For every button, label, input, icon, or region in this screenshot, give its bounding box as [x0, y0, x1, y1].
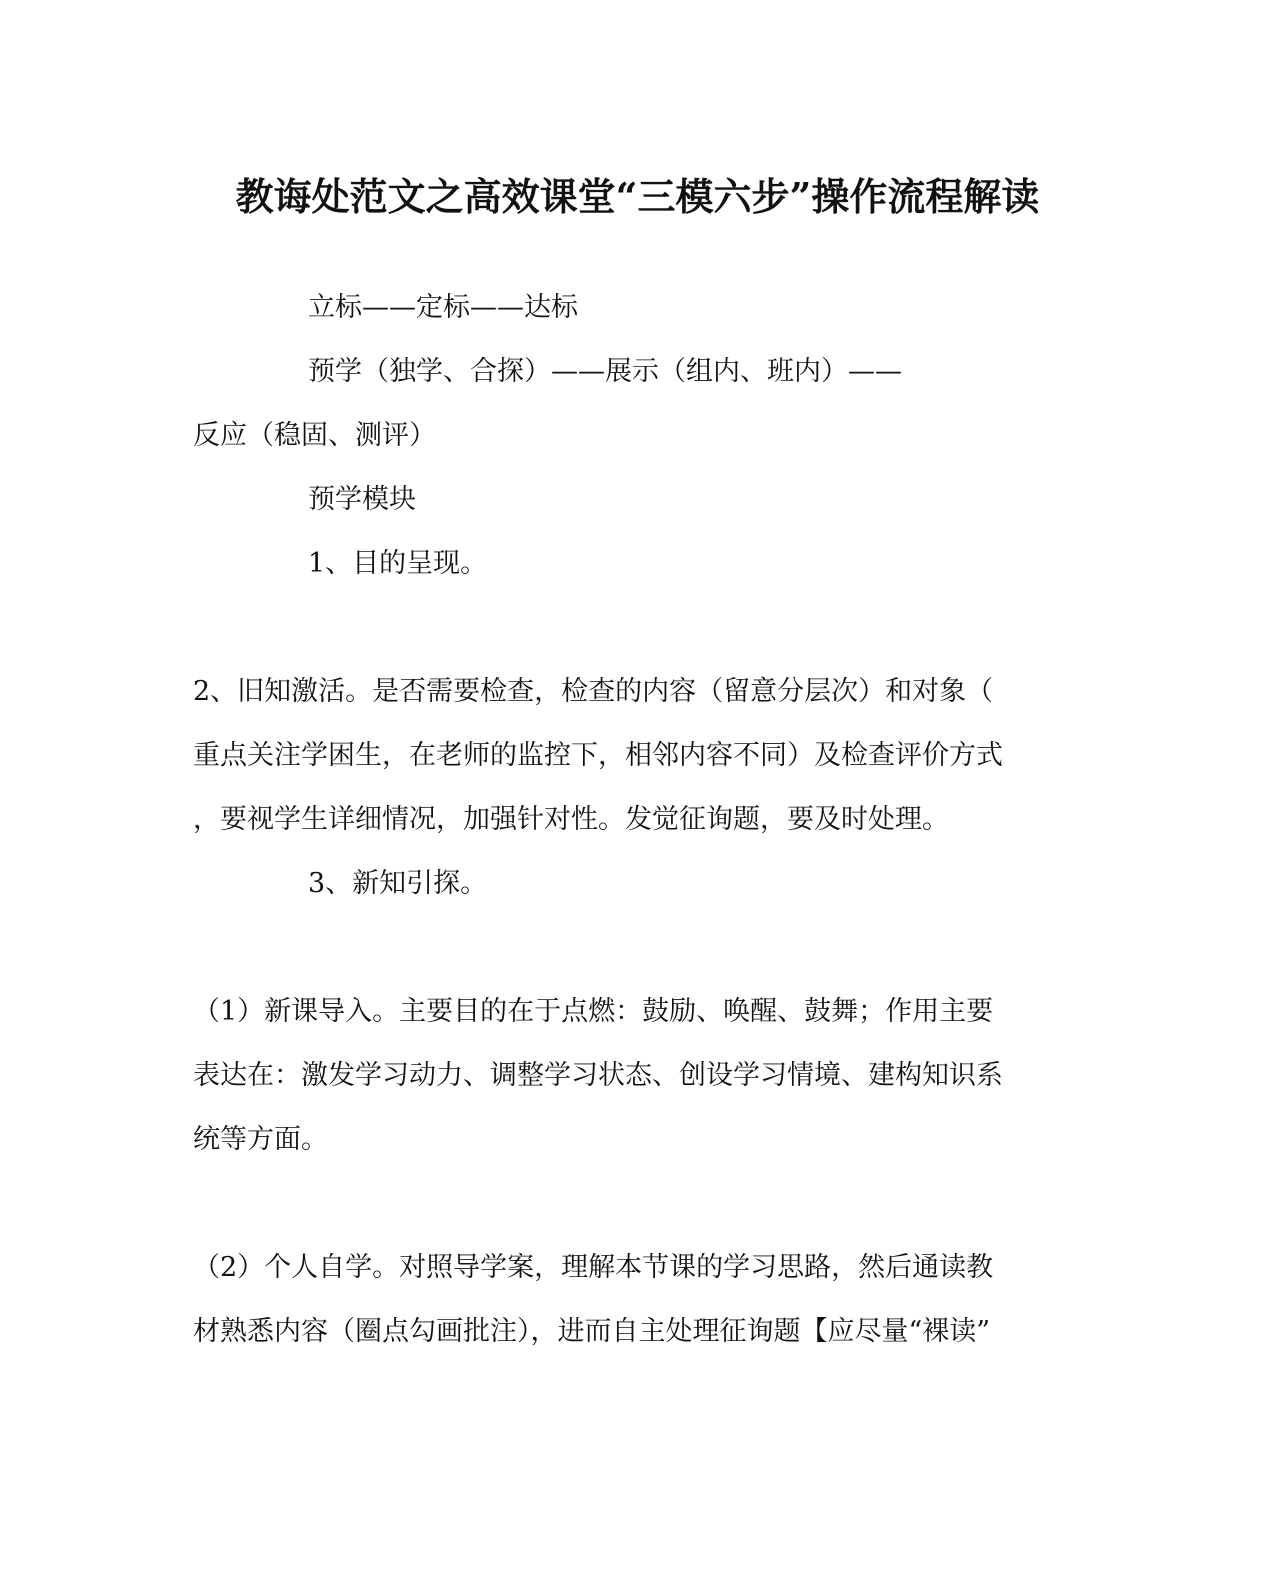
- paragraph-line: 材熟悉内容（圈点勾画批注），进而自主处理征询题【应尽量“裸读”: [193, 1316, 991, 1347]
- paragraph-line: 2、旧知激活。是否需要检查，检查的内容（留意分层次）和对象（: [193, 676, 994, 707]
- paragraph-line: 重点关注学困生，在老师的监控下，相邻内容不同）及检查评价方式: [193, 740, 1003, 771]
- paragraph-line: （1）新课导入。主要目的在于点燃：鼓励、唤醒、鼓舞；作用主要: [193, 996, 994, 1027]
- paragraph-line: ，要视学生详细情况，加强针对性。发觉征询题，要及时处理。: [193, 804, 949, 835]
- paragraph-line: （2）个人自学。对照导学案，理解本节课的学习思路，然后通读教: [193, 1252, 994, 1283]
- paragraph-line: 3、新知引探。: [308, 868, 488, 899]
- paragraph-line: 预学模块: [308, 484, 416, 515]
- paragraph-line: 统等方面。: [193, 1124, 328, 1155]
- paragraph-line: 立标——定标——达标: [308, 292, 578, 323]
- document-title: 教诲处范文之高效课堂“三模六步”操作流程解读: [235, 174, 1040, 219]
- paragraph-line: 表达在：激发学习动力、调整学习状态、创设学习情境、建构知识系: [193, 1060, 1003, 1091]
- paragraph-line: 预学（独学、合探）——展示（组内、班内）——: [308, 356, 902, 387]
- paragraph-line: 1、目的呈现。: [308, 548, 488, 579]
- paragraph-line: 反应（稳固、测评）: [193, 420, 436, 451]
